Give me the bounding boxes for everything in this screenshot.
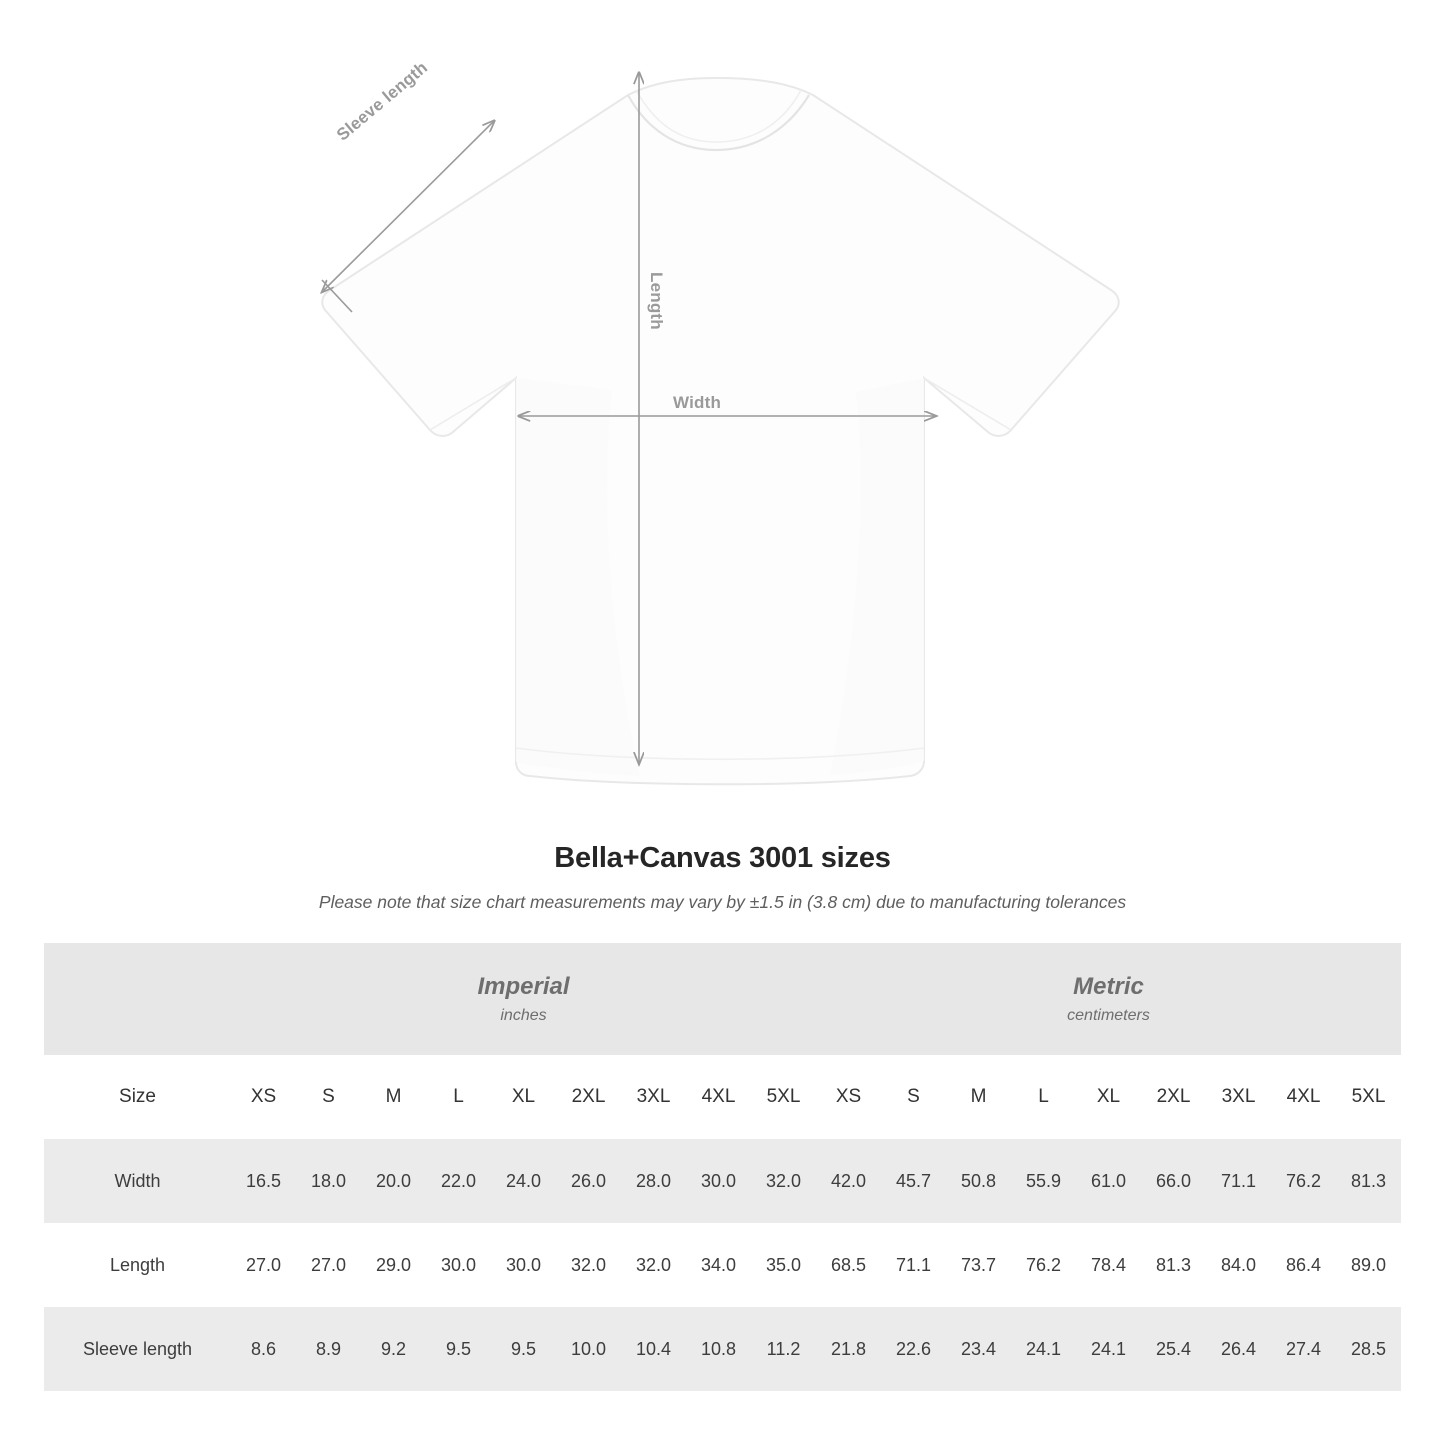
column-header: S bbox=[907, 1086, 920, 1107]
unit-group-metric bbox=[816, 943, 1401, 1055]
column-header: 5XL bbox=[766, 1086, 801, 1107]
table-cell: 23.4 bbox=[960, 1338, 997, 1359]
table-cell: 68.5 bbox=[830, 1254, 867, 1275]
table-cell: 22.6 bbox=[895, 1338, 932, 1359]
size-table bbox=[44, 943, 1401, 1391]
table-row bbox=[44, 1139, 1401, 1223]
column-header: L bbox=[1038, 1086, 1049, 1107]
table-cell: 11.2 bbox=[766, 1338, 801, 1359]
column-header: 3XL bbox=[1221, 1086, 1256, 1107]
table-cell: 24.1 bbox=[1025, 1338, 1062, 1359]
table-cell: 27.0 bbox=[310, 1254, 347, 1275]
table-cell: 9.2 bbox=[380, 1338, 407, 1359]
table-cell: 71.1 bbox=[1220, 1170, 1257, 1191]
table-cell: 16.5 bbox=[245, 1170, 282, 1191]
column-header: L bbox=[453, 1086, 464, 1107]
column-header: M bbox=[970, 1086, 987, 1107]
table-cell: 9.5 bbox=[510, 1338, 537, 1359]
table-cell: 61.0 bbox=[1090, 1170, 1127, 1191]
table-cell: 76.2 bbox=[1025, 1254, 1062, 1275]
column-header: XL bbox=[1096, 1086, 1121, 1107]
table-cell: 9.5 bbox=[445, 1338, 472, 1359]
table-cell: 29.0 bbox=[375, 1254, 412, 1275]
size-header-label: Size bbox=[119, 1086, 156, 1107]
column-header: 3XL bbox=[636, 1086, 671, 1107]
column-header: 4XL bbox=[701, 1086, 736, 1107]
table-cell: 28.5 bbox=[1350, 1338, 1387, 1359]
unit-group-imperial-sub: inches bbox=[500, 1006, 547, 1024]
table-cell: 55.9 bbox=[1025, 1170, 1062, 1191]
table-cell: 35.0 bbox=[765, 1254, 802, 1275]
table-cell: 45.7 bbox=[895, 1170, 932, 1191]
table-cell: 84.0 bbox=[1220, 1254, 1257, 1275]
table-cell: 81.3 bbox=[1155, 1254, 1192, 1275]
unit-group-imperial-name: Imperial bbox=[477, 973, 570, 1001]
column-header: XS bbox=[250, 1086, 277, 1107]
tolerance-note: Please note that size chart measurements may vary by ±1.5 in (3.8 cm) due to manufacturing tolerances bbox=[318, 892, 1127, 912]
table-cell: 24.0 bbox=[505, 1170, 542, 1191]
table-cell: 25.4 bbox=[1155, 1338, 1192, 1359]
table-cell: 26.4 bbox=[1220, 1338, 1257, 1359]
table-cell: 89.0 bbox=[1350, 1254, 1387, 1275]
unit-group-metric-name: Metric bbox=[1073, 973, 1144, 1001]
size-table-body bbox=[44, 943, 1401, 1391]
table-cell: 71.1 bbox=[895, 1254, 932, 1275]
unit-group-metric-sub: centimeters bbox=[1067, 1006, 1150, 1024]
dimension-label-width: Width bbox=[673, 393, 722, 412]
table-cell: 10.4 bbox=[635, 1338, 672, 1359]
table-cell: 27.4 bbox=[1285, 1338, 1322, 1359]
column-header: XL bbox=[511, 1086, 536, 1107]
column-header: 2XL bbox=[571, 1086, 606, 1107]
table-cell: 86.4 bbox=[1285, 1254, 1322, 1275]
size-table-wrapper bbox=[44, 943, 1401, 1391]
table-cell: 81.3 bbox=[1350, 1170, 1387, 1191]
table-cell: 32.0 bbox=[635, 1254, 672, 1275]
table-cell: 10.8 bbox=[700, 1338, 737, 1359]
table-cell: 73.7 bbox=[960, 1254, 997, 1275]
table-cell: 30.0 bbox=[700, 1170, 737, 1191]
page-title: Bella+Canvas 3001 sizes bbox=[554, 842, 891, 874]
unit-header-corner bbox=[44, 943, 231, 1055]
table-cell: 10.0 bbox=[570, 1338, 607, 1359]
table-cell: 30.0 bbox=[505, 1254, 542, 1275]
table-cell: 28.0 bbox=[635, 1170, 672, 1191]
table-cell: 66.0 bbox=[1155, 1170, 1192, 1191]
table-cell: 78.4 bbox=[1090, 1254, 1127, 1275]
table-cell: 32.0 bbox=[765, 1170, 802, 1191]
column-header: S bbox=[322, 1086, 335, 1107]
table-cell: 34.0 bbox=[700, 1254, 737, 1275]
column-header: XS bbox=[835, 1086, 862, 1107]
dimension-label-sleeve-length: Sleeve length bbox=[333, 57, 432, 145]
row-label: Sleeve length bbox=[82, 1338, 193, 1359]
size-header-row bbox=[44, 1055, 1401, 1139]
column-header: 4XL bbox=[1286, 1086, 1321, 1107]
dimension-label-length: Length bbox=[647, 272, 666, 330]
row-label: Width bbox=[114, 1170, 161, 1191]
table-cell: 76.2 bbox=[1285, 1170, 1322, 1191]
table-cell: 21.8 bbox=[830, 1338, 867, 1359]
table-cell: 20.0 bbox=[375, 1170, 412, 1191]
table-cell: 22.0 bbox=[440, 1170, 477, 1191]
table-cell: 24.1 bbox=[1090, 1338, 1127, 1359]
chart-title-block bbox=[0, 842, 1445, 913]
table-cell: 8.9 bbox=[315, 1338, 342, 1359]
column-header: 5XL bbox=[1351, 1086, 1386, 1107]
table-cell: 50.8 bbox=[960, 1170, 997, 1191]
table-row bbox=[44, 1223, 1401, 1307]
unit-header-row bbox=[44, 943, 1401, 1055]
table-cell: 30.0 bbox=[440, 1254, 477, 1275]
row-label: Length bbox=[109, 1254, 166, 1275]
table-row bbox=[44, 1307, 1401, 1391]
table-cell: 18.0 bbox=[310, 1170, 347, 1191]
column-header: 2XL bbox=[1156, 1086, 1191, 1107]
table-cell: 26.0 bbox=[570, 1170, 607, 1191]
table-cell: 32.0 bbox=[570, 1254, 607, 1275]
table-cell: 42.0 bbox=[830, 1170, 867, 1191]
column-header: M bbox=[385, 1086, 402, 1107]
table-cell: 8.6 bbox=[250, 1338, 277, 1359]
unit-group-imperial bbox=[231, 943, 816, 1055]
table-cell: 27.0 bbox=[245, 1254, 282, 1275]
